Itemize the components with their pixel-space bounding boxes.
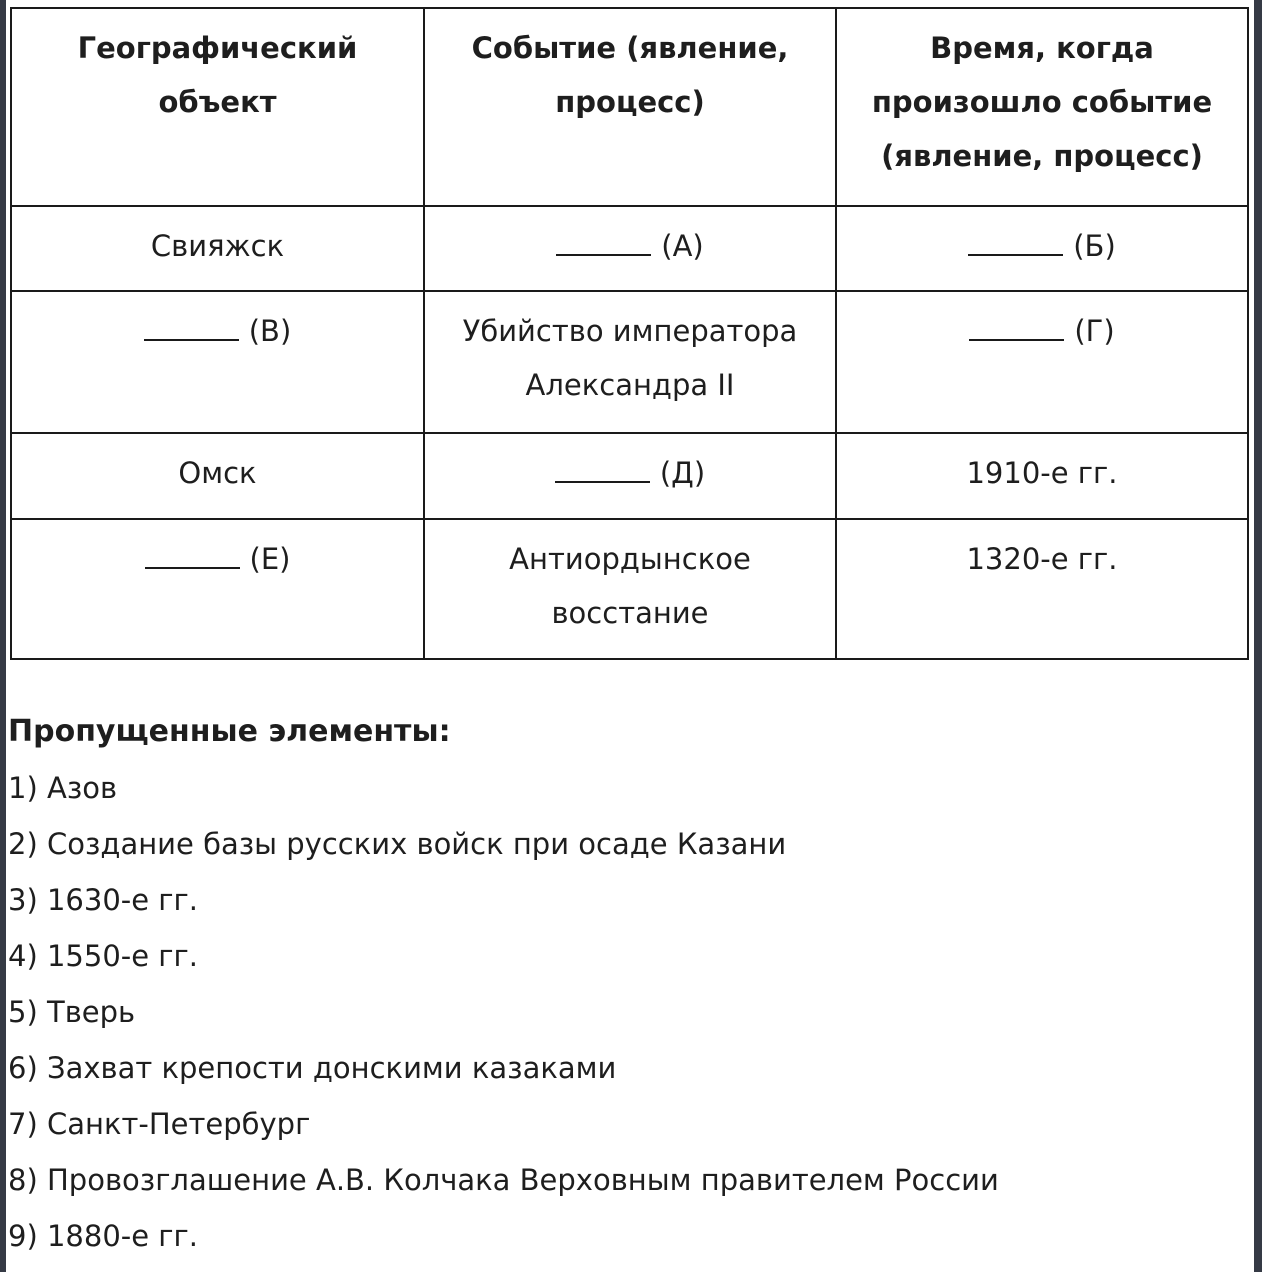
blank-line bbox=[968, 254, 1063, 256]
blank-label: (Б) bbox=[1073, 229, 1116, 263]
table-row bbox=[11, 206, 1248, 291]
header-line: объект bbox=[158, 85, 277, 119]
cell-object-omsk bbox=[11, 433, 424, 519]
cell-time-blank-g bbox=[836, 291, 1248, 433]
missing-item-9: 9) 1880-е гг. bbox=[8, 1219, 199, 1253]
matching-table bbox=[10, 7, 1249, 660]
missing-item-7: 7) Санкт-Петербург bbox=[8, 1107, 311, 1141]
cell-time-1910s bbox=[836, 433, 1248, 519]
header-line: процесс) bbox=[555, 85, 705, 119]
blank-label: (А) bbox=[661, 229, 704, 263]
blank-label: (Г) bbox=[1074, 314, 1115, 348]
missing-item-5: 5) Тверь bbox=[8, 995, 136, 1029]
blank-line bbox=[556, 254, 651, 256]
cell-time-blank-b bbox=[836, 206, 1248, 291]
table-row bbox=[11, 519, 1248, 659]
cell-text: восстание bbox=[551, 596, 709, 630]
header-line: Географический bbox=[77, 31, 358, 65]
table-header-row bbox=[11, 8, 1248, 206]
missing-item-8: 8) Провозглашение А.В. Колчака Верховным правителем России bbox=[8, 1163, 999, 1197]
cell-text: 1910-е гг. bbox=[966, 456, 1118, 490]
blank-line bbox=[969, 339, 1064, 341]
cell-time-1320s bbox=[836, 519, 1248, 659]
missing-item-6: 6) Захват крепости донскими казаками bbox=[8, 1051, 617, 1085]
header-cell-event bbox=[424, 8, 836, 206]
cell-text: Свияжск bbox=[150, 229, 285, 263]
missing-item-3: 3) 1630-е гг. bbox=[8, 883, 199, 917]
cell-event-blank-a bbox=[424, 206, 836, 291]
blank-label: (В) bbox=[248, 314, 292, 348]
blank-label: (Д) bbox=[659, 456, 706, 490]
header-line: Событие (явление, bbox=[471, 31, 789, 65]
cell-event-assassination bbox=[424, 291, 836, 433]
blank-line bbox=[555, 481, 650, 483]
cell-text: Антиордынское bbox=[509, 542, 751, 576]
missing-item-4: 4) 1550-е гг. bbox=[8, 939, 199, 973]
header-cell-geographic-object bbox=[11, 8, 424, 206]
blank-line bbox=[145, 567, 240, 569]
cell-text: Убийство императора bbox=[462, 314, 798, 348]
header-cell-time bbox=[836, 8, 1248, 206]
cell-text: Омск bbox=[178, 456, 257, 490]
cell-object-blank-e bbox=[11, 519, 424, 659]
header-line: произошло событие bbox=[871, 85, 1213, 119]
cell-object-blank-v bbox=[11, 291, 424, 433]
header-line: (явление, процесс) bbox=[881, 139, 1203, 173]
table-row bbox=[11, 433, 1248, 519]
table-row bbox=[11, 291, 1248, 433]
missing-item-1: 1) Азов bbox=[8, 771, 118, 805]
document-page bbox=[6, 0, 1254, 1264]
missing-item-2: 2) Создание базы русских войск при осаде Казани bbox=[8, 827, 787, 861]
cell-event-blank-d bbox=[424, 433, 836, 519]
cell-text: Александра II bbox=[525, 368, 735, 402]
missing-elements-title: Пропущенные элементы: bbox=[8, 714, 451, 749]
blank-label: (Е) bbox=[249, 542, 291, 576]
missing-elements-section bbox=[8, 704, 1254, 1264]
cell-text: 1320-е гг. bbox=[966, 542, 1118, 576]
right-frame-band bbox=[1254, 0, 1262, 1272]
cell-object-sviyazhsk bbox=[11, 206, 424, 291]
blank-line bbox=[144, 339, 239, 341]
header-line: Время, когда bbox=[930, 31, 1154, 65]
cell-event-antihorde-uprising bbox=[424, 519, 836, 659]
